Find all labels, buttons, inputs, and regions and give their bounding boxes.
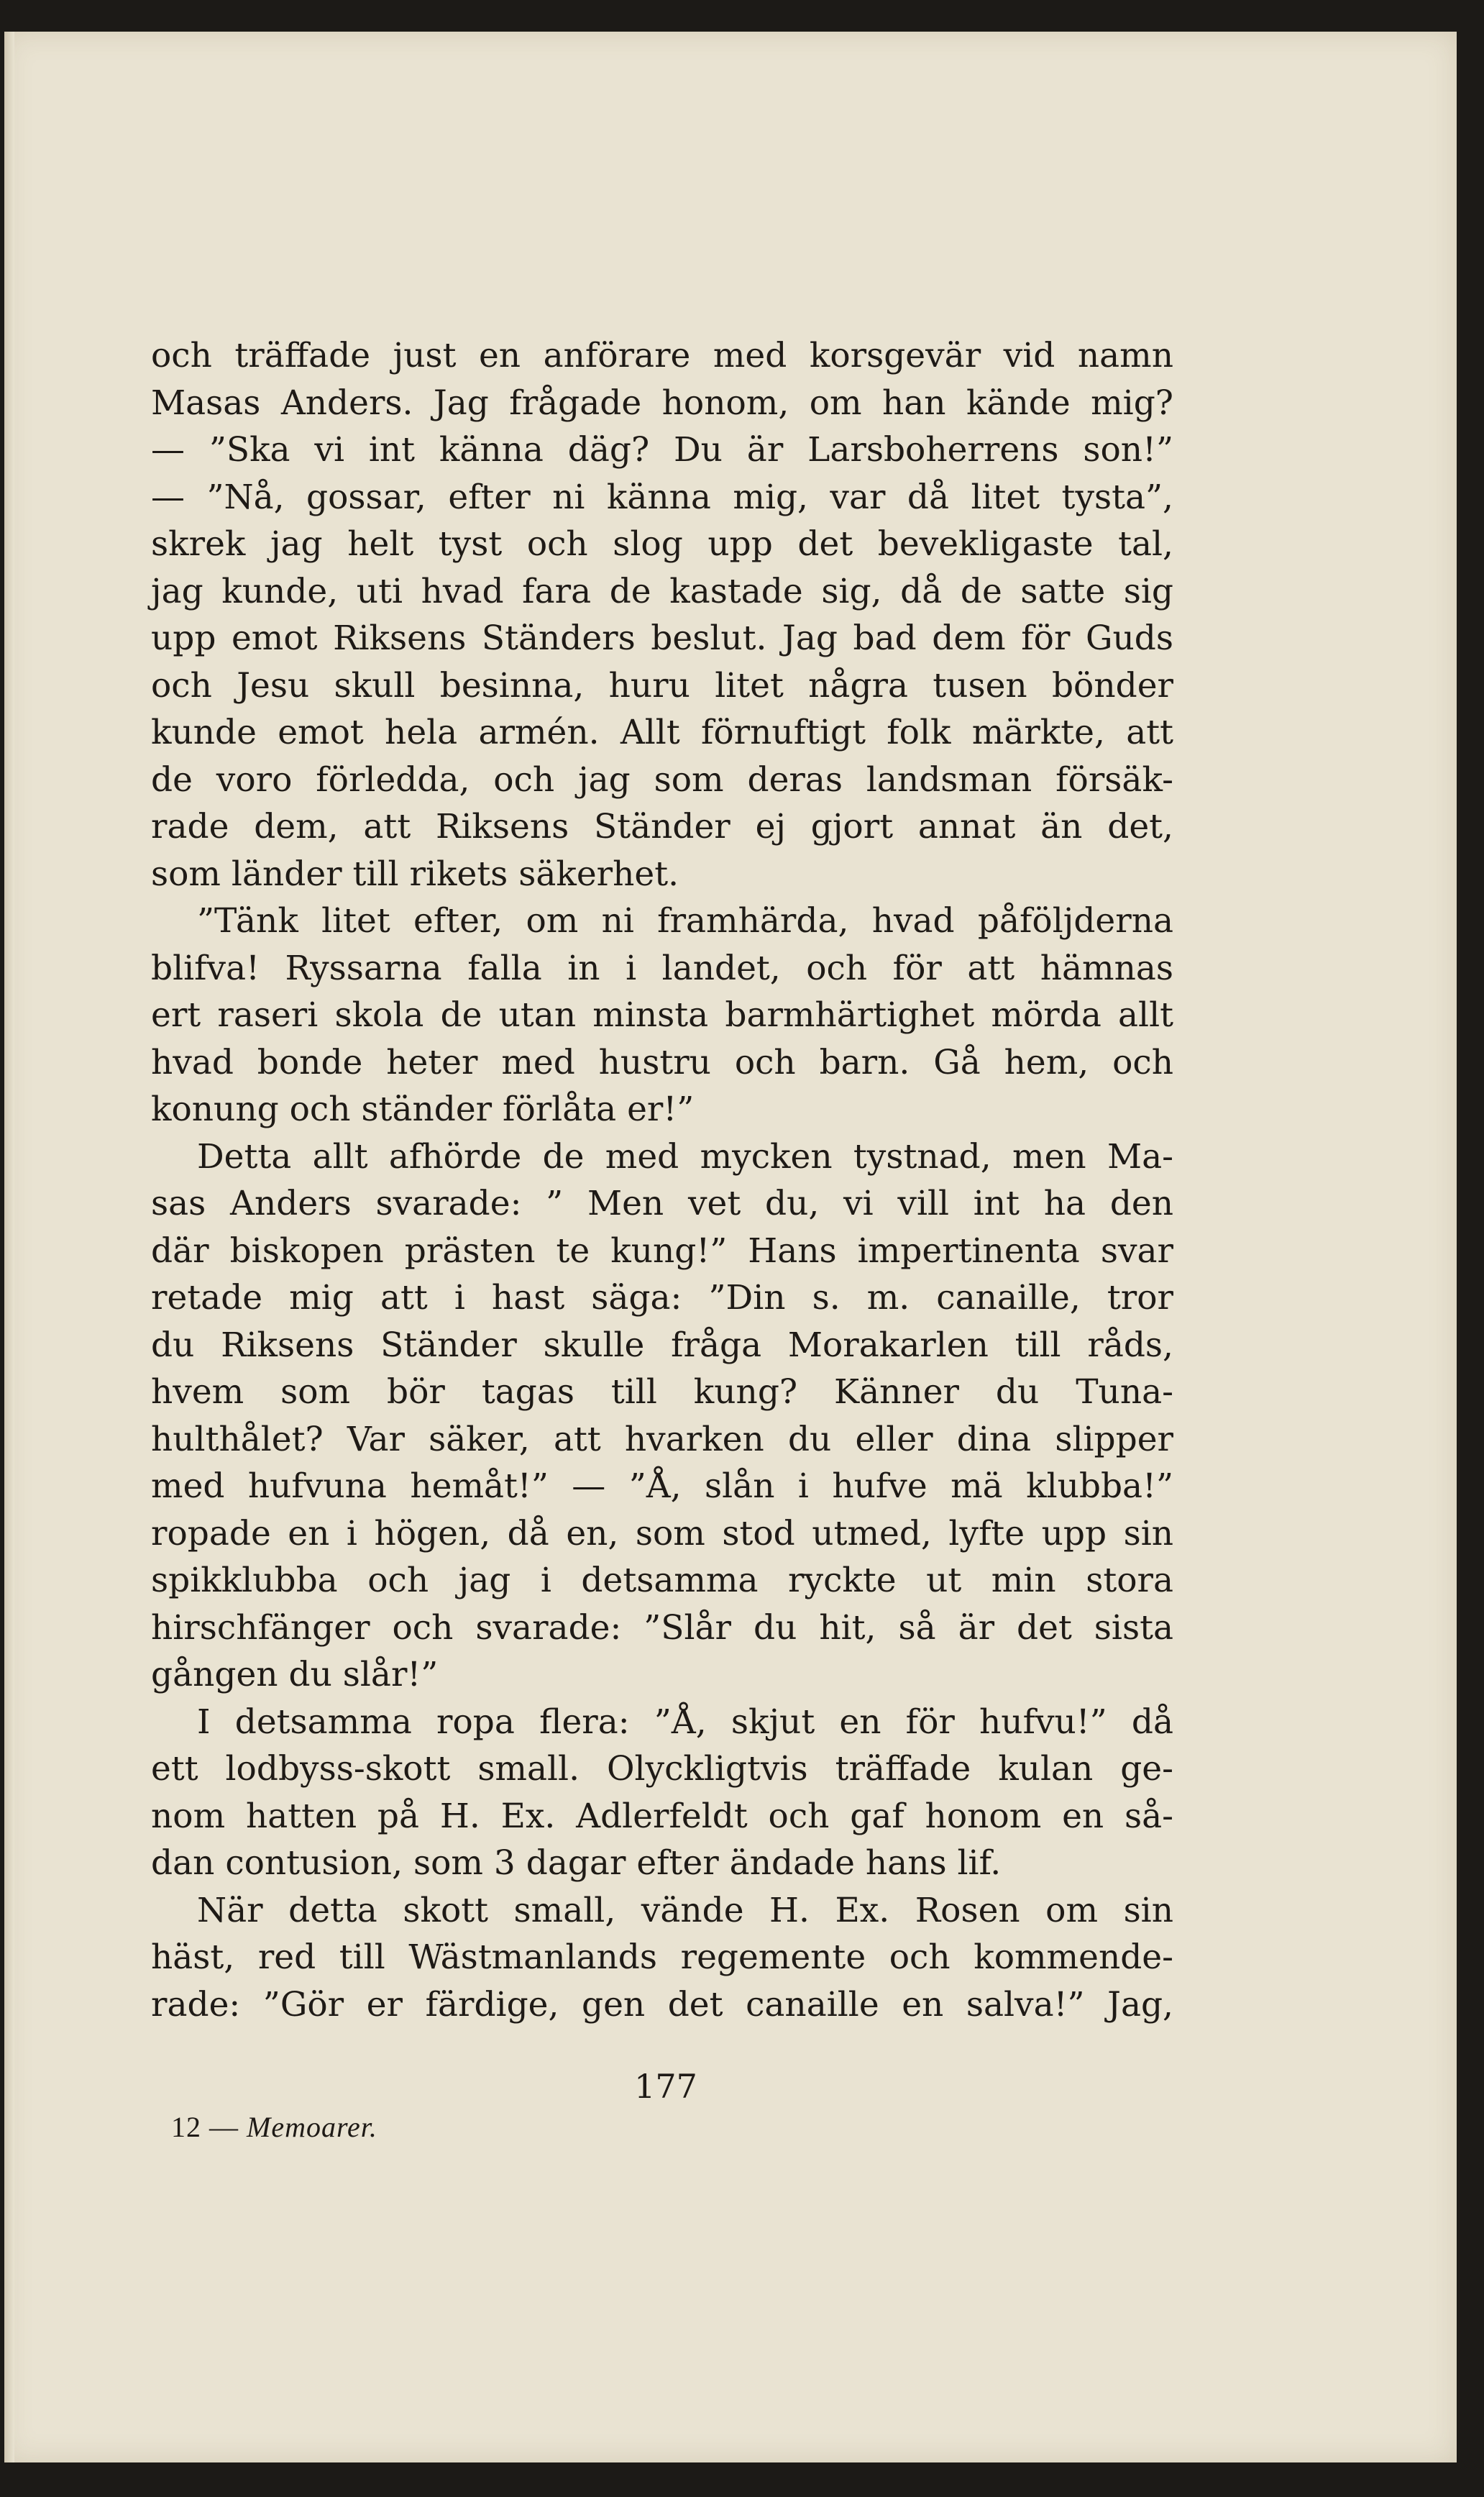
text-line: hulthålet? Var säker, att hvarken du eller dina slipper bbox=[151, 1419, 1173, 1459]
text-line: kunde emot hela armén. Allt förnuftigt folk märkte, att bbox=[151, 713, 1173, 752]
text-line: spikklubba och jag i detsamma ryckte ut min stora bbox=[151, 1561, 1173, 1600]
text-line: med hufvuna hemåt!” — ”Å, slån i hufve mä klubba!” bbox=[151, 1466, 1173, 1506]
text-line: ropade en i högen, då en, som stod utmed, lyfte upp sin bbox=[151, 1513, 1173, 1553]
text-line: hvad bonde heter med hustru och barn. Gå hem, och bbox=[151, 1042, 1173, 1082]
text-line: Detta allt afhörde de med mycken tystnad, men Ma- bbox=[197, 1136, 1173, 1177]
text-line: jag kunde, uti hvad fara de kastade sig, då de satte sig bbox=[151, 571, 1173, 611]
page-spine-shadow bbox=[4, 32, 14, 2462]
text-line: hirschfänger och svarade: ”Slår du hit, så är det sista bbox=[151, 1607, 1173, 1648]
text-line: skrek jag helt tyst och slog upp det bevekligaste tal, bbox=[151, 524, 1173, 564]
signature-title: Memoarer. bbox=[247, 2111, 377, 2143]
text-line: — ”Ska vi int känna däg? Du är Larsboherrens son!” bbox=[151, 430, 1173, 470]
text-line: När detta skott small, vände H. Ex. Rosen om sin bbox=[197, 1890, 1173, 1930]
signature-dash: — bbox=[209, 2111, 239, 2143]
text-line: ett lodbyss-skott small. Olyckligtvis träffade kulan ge- bbox=[151, 1749, 1173, 1789]
signature-number: 12 bbox=[171, 2111, 201, 2143]
text-line: retade mig att i hast säga: ”Din s. m. canaille, tror bbox=[151, 1278, 1173, 1318]
text-line: du Riksens Ständer skulle fråga Morakarlen till råds, bbox=[151, 1325, 1173, 1365]
text-line: som länder till rikets säkerhet. bbox=[151, 854, 679, 894]
body-text bbox=[151, 332, 1173, 2028]
text-line: hvem som bör tagas till kung? Känner du Tuna- bbox=[151, 1372, 1173, 1412]
text-line: Masas Anders. Jag frågade honom, om han kände mig? bbox=[151, 383, 1173, 423]
text-line: de voro förledda, och jag som deras landsman försäk- bbox=[151, 759, 1173, 800]
page-number: 177 bbox=[634, 2067, 697, 2106]
text-line: rade dem, att Riksens Ständer ej gjort annat än det, bbox=[151, 807, 1173, 846]
text-line: I detsamma ropa flera: ”Å, skjut en för hufvu!” då bbox=[197, 1702, 1173, 1742]
text-line: dan contusion, som 3 dagar efter ändade hans lif. bbox=[151, 1843, 1002, 1883]
text-line: nom hatten på H. Ex. Adlerfeldt och gaf honom en så- bbox=[151, 1796, 1173, 1836]
text-line: gången du slår!” bbox=[151, 1655, 439, 1694]
text-line: blifva! Ryssarna falla in i landet, och för att hämnas bbox=[151, 948, 1173, 988]
text-line: ”Tänk litet efter, om ni framhärda, hvad påföljderna bbox=[197, 901, 1173, 941]
text-line: sas Anders svarade: ” Men vet du, vi vill int ha den bbox=[151, 1184, 1173, 1223]
text-line: — ”Nå, gossar, efter ni känna mig, var då litet tysta”, bbox=[151, 477, 1173, 517]
text-line: och träffade just en anförare med korsgevär vid namn bbox=[151, 336, 1173, 375]
text-line: och Jesu skull besinna, huru litet några tusen bönder bbox=[151, 665, 1173, 706]
text-line: konung och ständer förlåta er!” bbox=[151, 1090, 695, 1129]
text-line: där biskopen prästen te kung!” Hans impertinenta svar bbox=[151, 1231, 1173, 1271]
text-line: upp emot Riksens Ständers beslut. Jag bad dem för Guds bbox=[151, 618, 1173, 658]
text-line: rade: ”Gör er färdige, gen det canaille en salva!” Jag, bbox=[151, 1984, 1173, 2024]
text-line: ert raseri skola de utan minsta barmhärtighet mörda allt bbox=[151, 995, 1173, 1035]
printer-signature bbox=[171, 2110, 377, 2144]
text-line: häst, red till Wästmanlands regemente och kommende- bbox=[151, 1937, 1173, 1977]
book-page bbox=[4, 32, 1457, 2462]
